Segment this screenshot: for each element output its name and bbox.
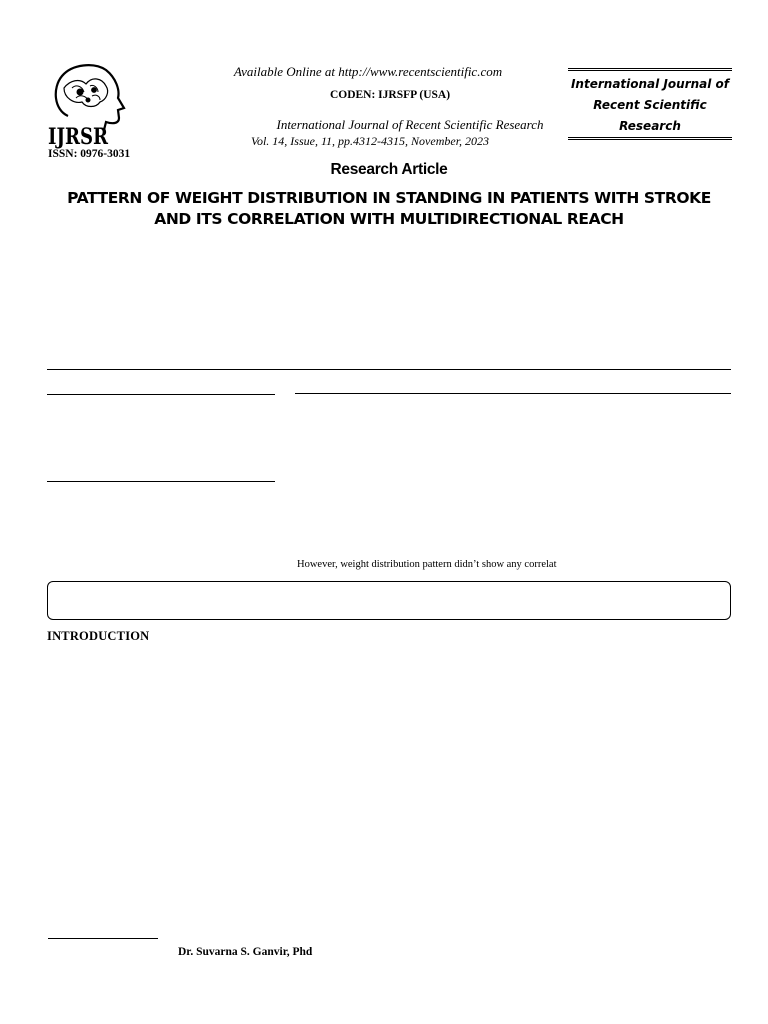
article-title <box>40 188 738 230</box>
article-info-rule <box>47 481 275 482</box>
article-info-rule <box>47 394 275 395</box>
journal-title-box-line: International Journal of <box>570 77 730 91</box>
corresponding-author: Dr. Suvarna S. Ganvir, Phd <box>178 946 313 958</box>
introduction-heading: INTRODUCTION <box>47 629 150 643</box>
volume-info: Vol. 14, Issue, 11, pp.4312-4315, November, 2023 <box>250 134 490 148</box>
journal-title-box-line: Recent Scientific <box>593 98 707 112</box>
brain-head-icon <box>56 65 124 130</box>
logo-text: IJRSR <box>48 124 109 150</box>
article-title-line: AND ITS CORRELATION WITH MULTIDIRECTIONAL REACH <box>154 210 624 228</box>
journal-title-box <box>568 68 732 140</box>
journal-name: International Journal of Recent Scientific Research <box>276 117 544 132</box>
coden-label: CODEN: IJRSFP (USA) <box>329 89 451 101</box>
abstract-text: However, weight distribution pattern didn’t show any correlat <box>297 559 557 570</box>
footnote-rule <box>48 938 158 939</box>
available-online-line: Available Online at http://www.recentscientific.com <box>233 64 503 79</box>
section-divider <box>47 369 731 370</box>
article-title-line: PATTERN OF WEIGHT DISTRIBUTION IN STANDING IN PATIENTS WITH STROKE <box>67 189 711 207</box>
journal-title-box-line: Research <box>619 119 681 133</box>
journal-logo <box>46 58 128 150</box>
abstract-rule <box>295 393 731 394</box>
copyright-box <box>47 581 731 620</box>
issn-label: ISSN: 0976-3031 <box>48 148 131 160</box>
article-type: Research Article <box>330 161 448 178</box>
